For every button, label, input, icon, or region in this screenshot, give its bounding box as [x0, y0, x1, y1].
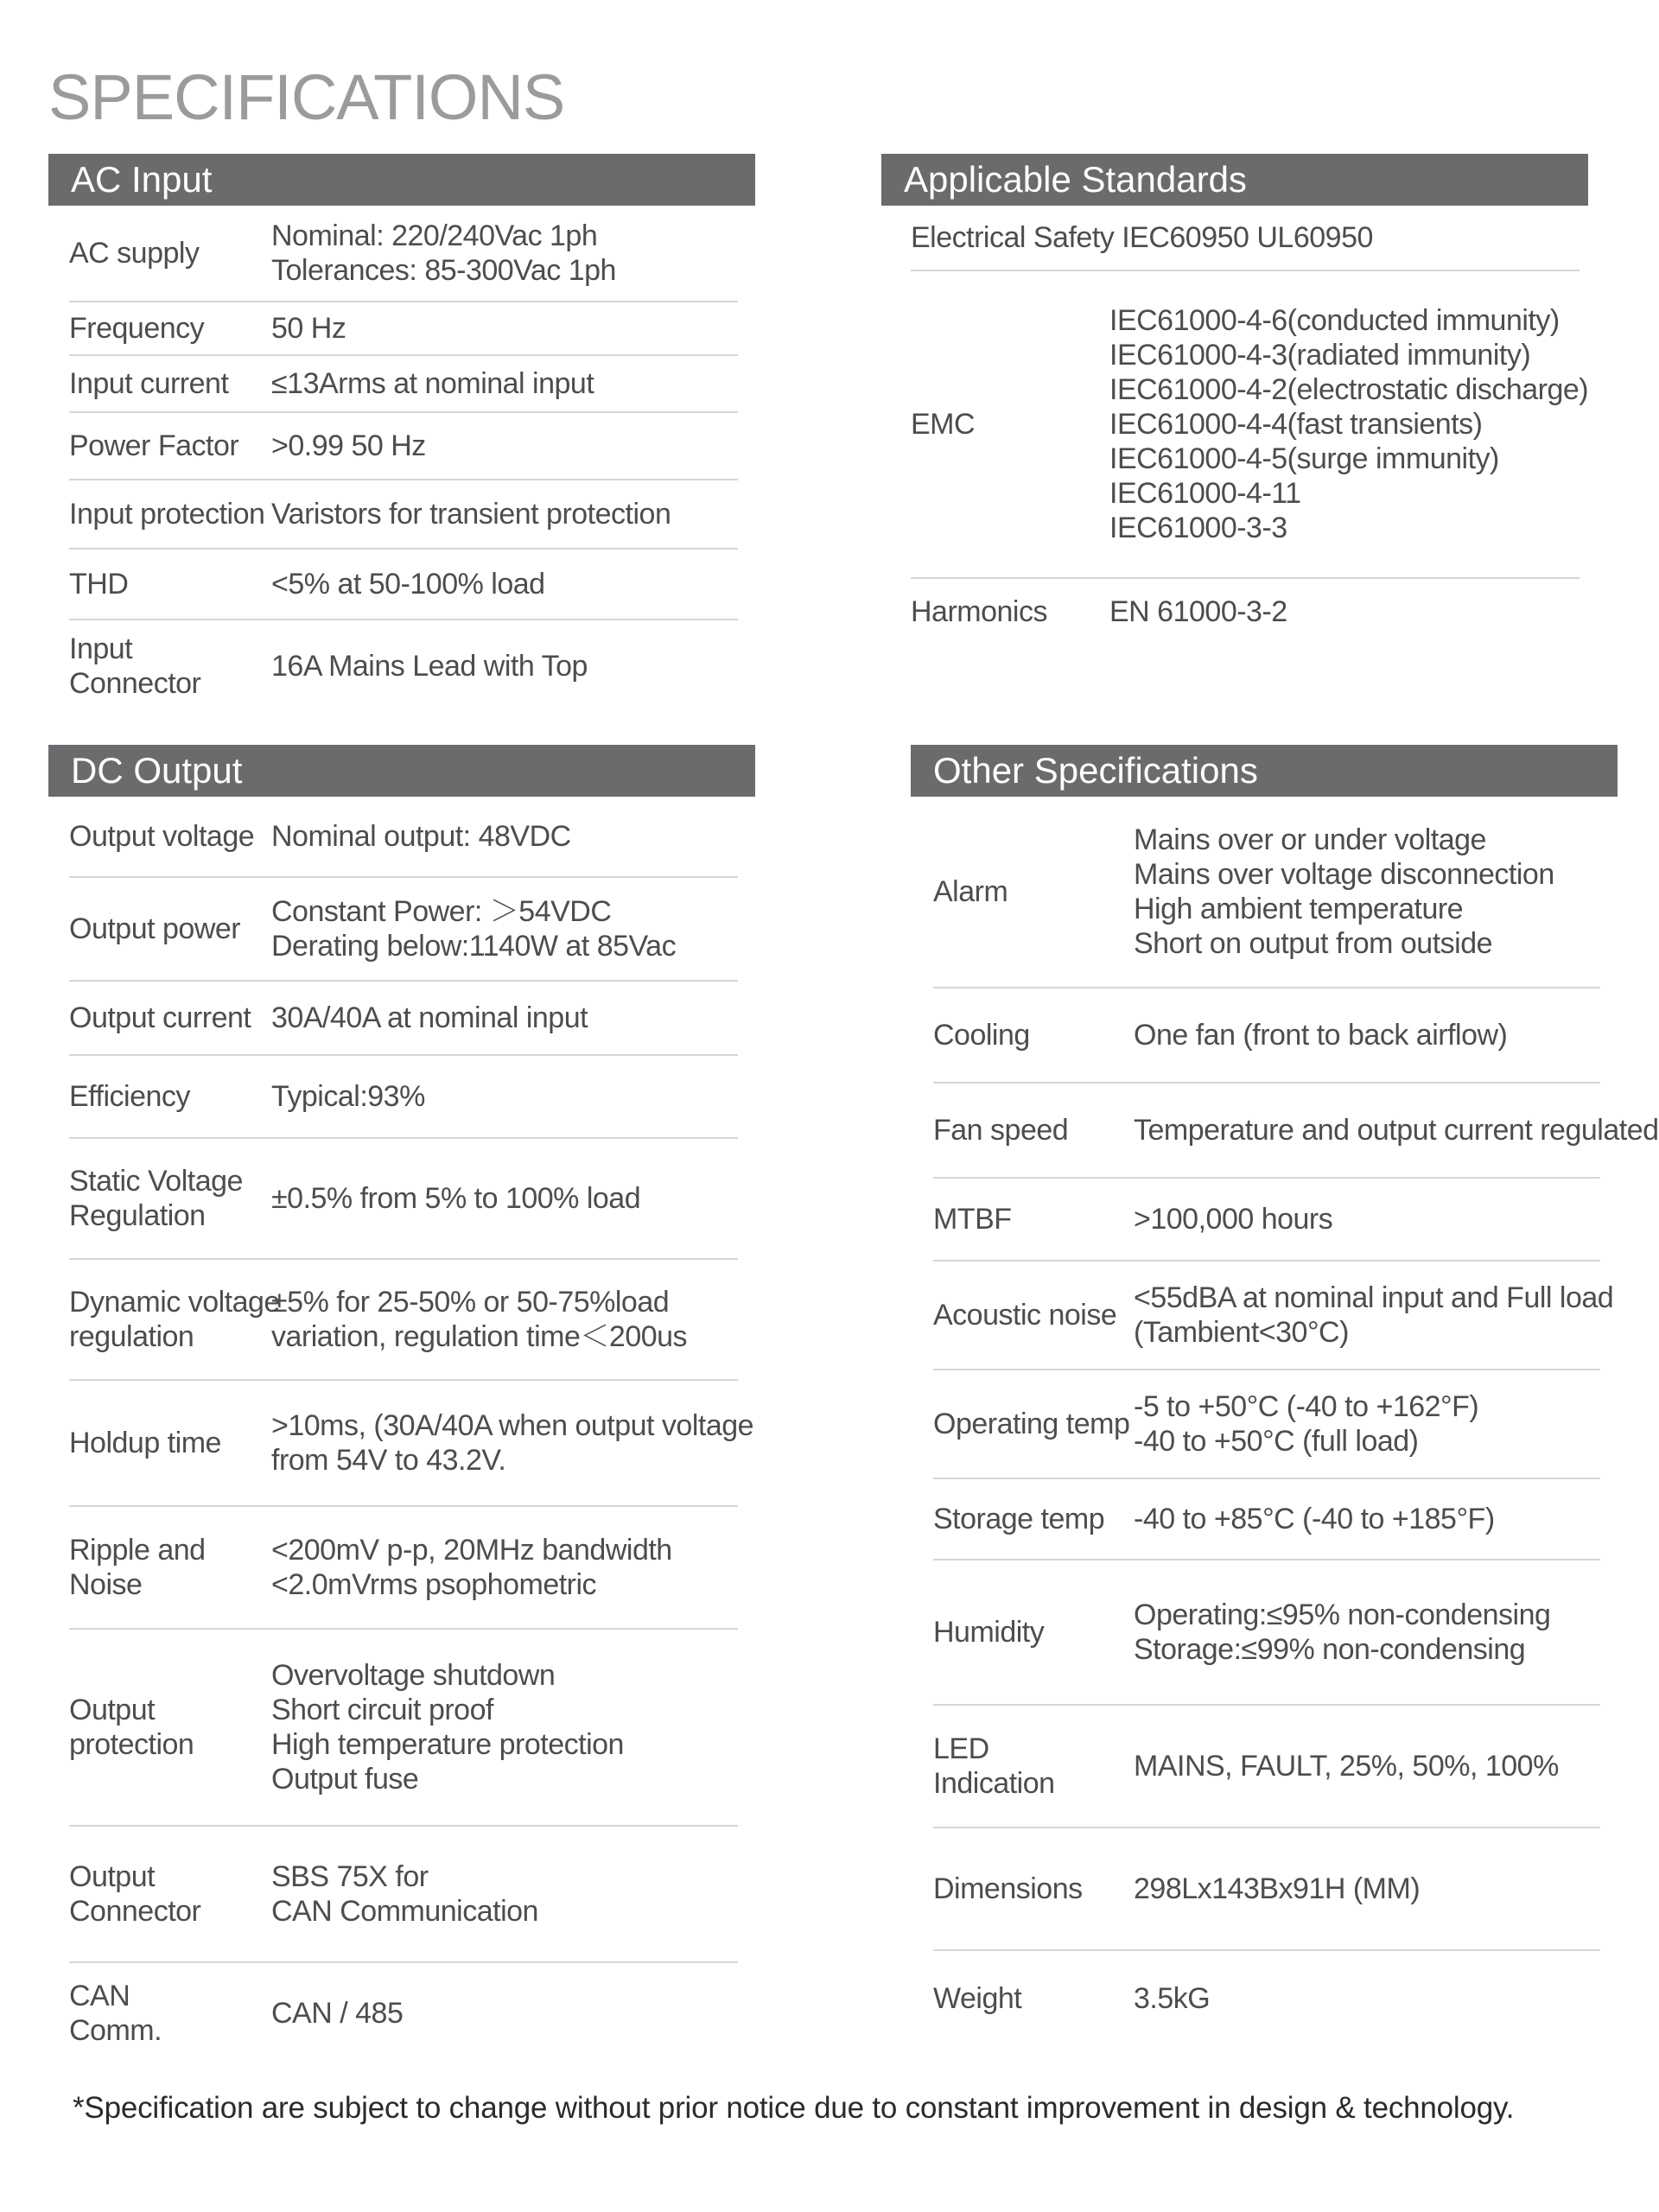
spec-value-line: variation, regulation time＜200us — [271, 1320, 688, 1353]
spec-label — [69, 632, 271, 701]
spec-value-line: IEC61000-4-2(electrostatic discharge) — [1109, 373, 1589, 406]
spec-value-line: 16A Mains Lead with Top — [271, 650, 588, 683]
spec-row — [69, 620, 738, 712]
spec-value-line: 50 Hz — [271, 312, 346, 345]
spec-row — [933, 1951, 1600, 2046]
spec-label — [69, 1426, 271, 1460]
spec-label — [911, 220, 1373, 255]
spec-label — [69, 1164, 271, 1233]
spec-row — [69, 1381, 754, 1507]
spec-value-line: MAINS, FAULT, 25%, 50%, 100% — [1134, 1750, 1559, 1783]
spec-value-line: IEC61000-4-4(fast transients) — [1109, 408, 1483, 441]
spec-label — [69, 1859, 271, 1929]
spec-label-line: Comm. — [69, 2014, 162, 2047]
spec-label-line: Input current — [69, 367, 229, 400]
spec-label — [933, 1202, 1134, 1236]
other-specifications-table — [933, 797, 1659, 2046]
spec-row — [69, 982, 738, 1056]
spec-label — [911, 594, 1109, 629]
spec-value — [1134, 1981, 1600, 2016]
spec-label-line: Storage temp — [933, 1503, 1105, 1535]
footnote: *Specification are subject to change without prior notice due to constant improvement in design & technology. — [73, 2091, 1515, 2125]
spec-value — [1134, 1389, 1600, 1459]
spec-value-line: Constant Power: ＞54VDC — [271, 895, 612, 928]
spec-label — [911, 407, 1109, 442]
spec-row — [933, 1262, 1614, 1370]
ac-input-header: AC Input — [48, 154, 755, 206]
spec-value — [1134, 1113, 1659, 1147]
spec-value-line: IEC61000-4-6(conducted immunity) — [1109, 304, 1560, 337]
spec-value — [271, 894, 738, 963]
spec-label — [69, 912, 271, 946]
spec-label — [69, 1001, 271, 1035]
spec-value-line: from 54V to 43.2V. — [271, 1444, 506, 1477]
spec-label-line: Connector — [69, 1895, 201, 1928]
spec-value-line: IEC61000-4-11 — [1109, 477, 1301, 510]
ac-input-section — [48, 154, 755, 712]
spec-label — [69, 1285, 280, 1354]
spec-row — [69, 550, 738, 620]
spec-value — [271, 311, 738, 346]
spec-value — [271, 497, 738, 531]
spec-value — [1134, 1281, 1613, 1350]
spec-value-line: 298Lx143Bx91H (MM) — [1134, 1872, 1421, 1905]
spec-value — [271, 1181, 738, 1216]
dc-output-section — [48, 745, 755, 2063]
ac-input-table — [69, 206, 738, 712]
spec-value-line: 3.5kG — [1134, 1982, 1211, 2015]
spec-value-line: IEC61000-4-5(surge immunity) — [1109, 442, 1499, 475]
spec-value-line: -40 to +50°C (full load) — [1134, 1425, 1419, 1458]
spec-label-line: MTBF — [933, 1203, 1012, 1236]
spec-row — [69, 206, 738, 302]
spec-row — [69, 1260, 738, 1381]
spec-value-line: IEC61000-4-3(radiated immunity) — [1109, 339, 1531, 372]
spec-label-line: Electrical Safety IEC60950 UL60950 — [911, 221, 1373, 254]
applicable-standards-section — [881, 154, 1588, 645]
spec-label-line: Weight — [933, 1982, 1022, 2015]
spec-label — [933, 1407, 1134, 1441]
spec-label-line: Input — [69, 632, 133, 665]
spec-label — [69, 1079, 271, 1114]
spec-value — [271, 1533, 738, 1602]
other-specifications-header: Other Specifications — [911, 745, 1618, 797]
spec-label-line: Cooling — [933, 1019, 1030, 1052]
spec-label-line: Fan speed — [933, 1114, 1069, 1147]
spec-value — [1134, 1202, 1600, 1236]
spec-value-line: EN 61000-3-2 — [1109, 595, 1287, 628]
spec-label — [933, 1981, 1134, 2016]
dc-output-header: DC Output — [48, 745, 755, 797]
spec-value-line: ±5% for 25-50% or 50-75%load — [271, 1286, 670, 1319]
spec-row — [69, 302, 738, 356]
spec-label-line: Power Factor — [69, 429, 239, 462]
spec-row — [933, 797, 1600, 988]
spec-value — [1134, 1502, 1600, 1536]
spec-row — [69, 1963, 738, 2063]
spec-value — [271, 429, 738, 463]
spec-label — [69, 497, 271, 531]
spec-label-line: Holdup time — [69, 1427, 221, 1459]
spec-label-line: Operating temp — [933, 1408, 1130, 1440]
spec-label-line: EMC — [911, 408, 976, 441]
spec-label — [69, 819, 271, 854]
spec-value — [1134, 1598, 1600, 1667]
spec-label — [69, 311, 271, 346]
spec-row — [911, 206, 1580, 271]
spec-value — [1134, 823, 1600, 961]
spec-value-line: One fan (front to back airflow) — [1134, 1019, 1508, 1052]
spec-value-line: Operating:≤95% non-condensing — [1134, 1599, 1551, 1631]
spec-label-line: Output — [69, 1860, 156, 1893]
spec-row — [933, 1179, 1600, 1262]
page-title: SPECIFICATIONS — [48, 61, 565, 133]
spec-label-line: protection — [69, 1728, 194, 1761]
spec-value-line: Mains over or under voltage — [1134, 823, 1486, 856]
spec-value-line: Nominal: 220/240Vac 1ph — [271, 219, 598, 252]
spec-value — [1134, 1749, 1600, 1783]
spec-value — [271, 819, 738, 854]
spec-label-line: THD — [69, 568, 129, 601]
spec-row — [69, 1827, 738, 1963]
spec-value-line: Tolerances: 85-300Vac 1ph — [271, 254, 616, 287]
dc-output-table — [69, 797, 754, 2063]
spec-row — [69, 797, 738, 878]
spec-value — [271, 567, 738, 601]
spec-value-line: CAN Communication — [271, 1895, 538, 1928]
spec-label — [933, 1502, 1134, 1536]
spec-label-line: Indication — [933, 1767, 1055, 1800]
spec-value-line: >100,000 hours — [1134, 1203, 1333, 1236]
spec-label-line: Regulation — [69, 1199, 206, 1232]
spec-value — [271, 1079, 738, 1114]
spec-value-line: ≤13Arms at nominal input — [271, 367, 594, 400]
spec-label-line: Dynamic voltage — [69, 1286, 280, 1319]
spec-label — [69, 1533, 271, 1602]
spec-value-line: Varistors for transient protection — [271, 498, 671, 531]
spec-label-line: Efficiency — [69, 1080, 190, 1113]
spec-label-line: Humidity — [933, 1616, 1045, 1649]
spec-row — [911, 579, 1580, 645]
spec-label — [69, 567, 271, 601]
spec-value — [1109, 303, 1588, 545]
spec-label-line: Connector — [69, 667, 201, 700]
spec-label-line: regulation — [69, 1320, 194, 1353]
spec-label-line: Frequency — [69, 312, 205, 345]
spec-value — [271, 1285, 738, 1354]
spec-value-line: Short on output from outside — [1134, 927, 1493, 960]
spec-value-line: High temperature protection — [271, 1728, 624, 1761]
spec-value-line: CAN / 485 — [271, 1997, 404, 2030]
spec-label — [69, 429, 271, 463]
spec-label — [933, 874, 1134, 909]
spec-value-line: >0.99 50 Hz — [271, 429, 426, 462]
spec-value — [271, 1658, 738, 1796]
spec-row — [69, 878, 738, 982]
spec-value-line: 30A/40A at nominal input — [271, 1001, 588, 1034]
spec-value — [271, 1859, 738, 1929]
spec-label-line: AC supply — [69, 237, 200, 270]
applicable-standards-table — [911, 206, 1589, 645]
spec-value-line: Storage:≤99% non-condensing — [1134, 1633, 1526, 1666]
spec-label — [69, 366, 271, 401]
spec-label-line: Dimensions — [933, 1872, 1083, 1905]
spec-value-line: <5% at 50-100% load — [271, 568, 545, 601]
spec-label-line: CAN — [69, 1980, 130, 2012]
spec-row — [69, 1139, 738, 1260]
spec-row — [933, 1479, 1600, 1560]
spec-label — [933, 1615, 1134, 1649]
spec-value-line: -40 to +85°C (-40 to +185°F) — [1134, 1503, 1495, 1535]
spec-row — [69, 480, 738, 550]
spec-value-line: IEC61000-3-3 — [1109, 512, 1287, 544]
spec-value-line: Typical:93% — [271, 1080, 425, 1113]
spec-row — [933, 1084, 1659, 1179]
spec-row — [933, 1560, 1600, 1706]
spec-value-line: Temperature and output current regulated — [1134, 1114, 1659, 1147]
spec-value — [271, 1001, 738, 1035]
spec-value-line: Output fuse — [271, 1763, 419, 1796]
spec-value — [271, 1408, 753, 1478]
spec-label-line: Output voltage — [69, 820, 255, 853]
spec-label-line: Harmonics — [911, 595, 1047, 628]
other-specifications-section — [911, 745, 1659, 2046]
spec-label — [933, 1018, 1134, 1052]
spec-row — [69, 1056, 738, 1139]
spec-value-line: Overvoltage shutdown — [271, 1659, 556, 1692]
spec-value-line: (Tambient<30°C) — [1134, 1316, 1349, 1349]
applicable-standards-header: Applicable Standards — [881, 154, 1588, 206]
spec-value-line: ±0.5% from 5% to 100% load — [271, 1182, 641, 1215]
spec-value-line: <55dBA at nominal input and Full load — [1134, 1281, 1614, 1314]
spec-row — [933, 988, 1600, 1084]
spec-row — [69, 1507, 738, 1630]
spec-label — [69, 1979, 271, 2048]
spec-value-line: -5 to +50°C (-40 to +162°F) — [1134, 1390, 1479, 1423]
spec-value-line: >10ms, (30A/40A when output voltage — [271, 1409, 754, 1442]
spec-value-line: Derating below:1140W at 85Vac — [271, 930, 677, 963]
spec-value-line: Mains over voltage disconnection — [1134, 858, 1554, 891]
spec-label — [933, 1872, 1134, 1906]
spec-value — [1109, 594, 1580, 629]
spec-row — [933, 1370, 1600, 1479]
spec-label — [69, 236, 271, 270]
spec-value-line: SBS 75X for — [271, 1860, 429, 1893]
spec-value-line: High ambient temperature — [1134, 893, 1464, 925]
spec-value — [1134, 1018, 1600, 1052]
spec-label-line: Alarm — [933, 875, 1008, 908]
spec-label — [933, 1732, 1134, 1801]
spec-label-line: LED — [933, 1732, 989, 1765]
spec-value — [1134, 1872, 1600, 1906]
spec-value — [271, 219, 738, 288]
spec-label-line: Noise — [69, 1568, 143, 1601]
spec-row — [69, 356, 738, 413]
spec-row — [911, 271, 1589, 579]
spec-value-line: <2.0mVrms psophometric — [271, 1568, 597, 1601]
spec-label-line: Static Voltage — [69, 1165, 243, 1198]
spec-label-line: Output power — [69, 912, 241, 945]
spec-value-line: Nominal output: 48VDC — [271, 820, 571, 853]
spec-label-line: Output — [69, 1694, 156, 1726]
spec-value — [271, 366, 738, 401]
spec-row — [69, 413, 738, 480]
spec-value-line: <200mV p-p, 20MHz bandwidth — [271, 1534, 672, 1567]
spec-label — [933, 1113, 1134, 1147]
spec-label-line: Ripple and — [69, 1534, 206, 1567]
spec-label-line: Acoustic noise — [933, 1299, 1117, 1332]
spec-label — [69, 1693, 271, 1762]
spec-value — [271, 1996, 738, 2031]
spec-label — [933, 1298, 1134, 1332]
spec-row — [933, 1706, 1600, 1828]
spec-value — [271, 649, 738, 683]
spec-row — [69, 1630, 738, 1827]
spec-label-line: Input protection — [69, 498, 265, 531]
spec-value-line: Short circuit proof — [271, 1694, 493, 1726]
spec-row — [933, 1828, 1600, 1951]
spec-label-line: Output current — [69, 1001, 251, 1034]
